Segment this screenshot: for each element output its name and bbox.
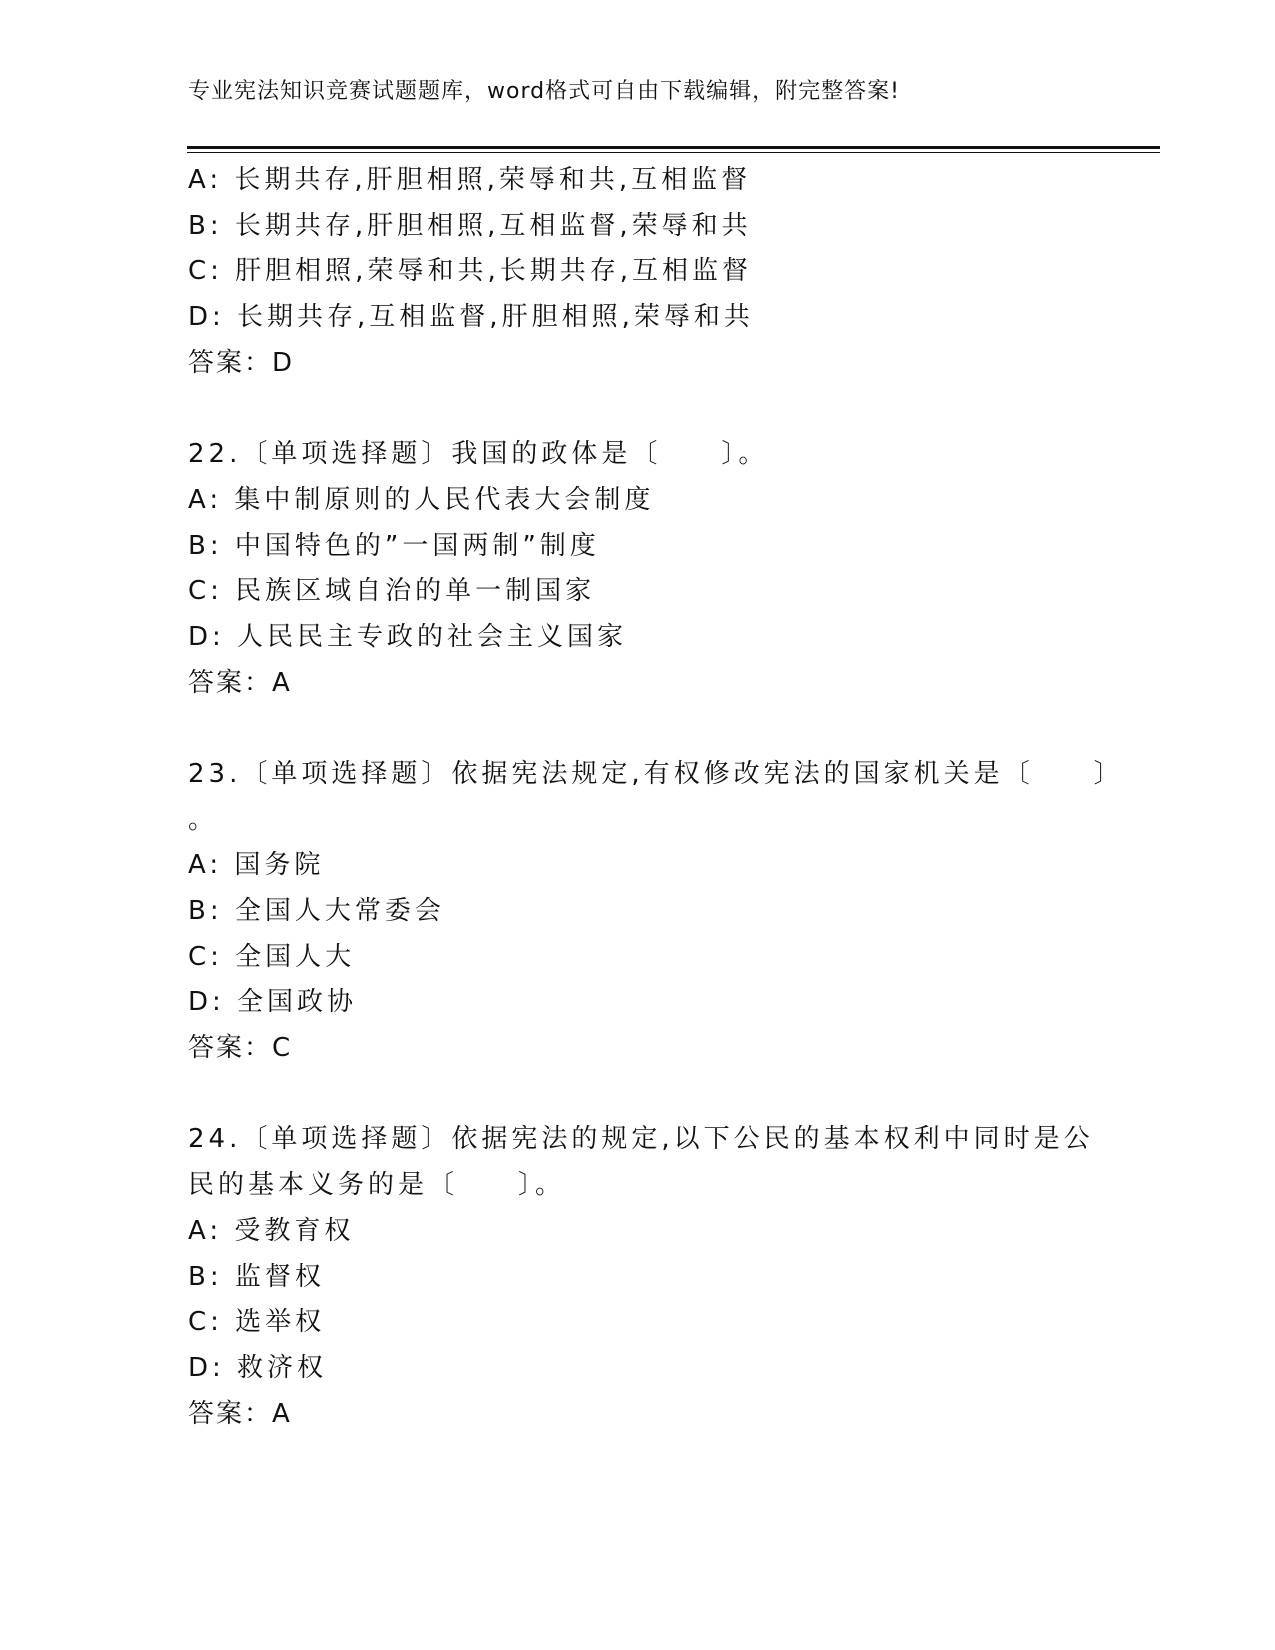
- header-rule-thin: [187, 152, 1160, 153]
- option-a: A: 受教育权: [188, 1215, 355, 1246]
- option-b: B: 监督权: [188, 1261, 325, 1292]
- option-c: C: 民族区域自治的单一制国家: [188, 576, 596, 607]
- answer: 答案：D: [188, 347, 295, 378]
- header-rule-thick: [187, 146, 1160, 149]
- option-a: A: 长期共存,肝胆相照,荣辱和共,互相监督: [188, 165, 752, 195]
- option-d: D: 救济权: [188, 1352, 328, 1383]
- question-stem: 24.〔单项选择题〕依据宪法的规定,以下公民的基本权利中同时是公: [188, 1124, 1094, 1155]
- option-c: C: 肝胆相照,荣辱和共,长期共存,互相监督: [188, 256, 752, 287]
- answer: 答案：A: [188, 1398, 292, 1429]
- option-d: D: 长期共存,互相监督,肝胆相照,荣辱和共: [188, 302, 754, 333]
- question-22: [188, 432, 1088, 706]
- question-stem: 22.〔单项选择题〕我国的政体是〔 〕。: [188, 439, 769, 470]
- option-a: A: 国务院: [188, 850, 325, 881]
- option-c: C: 选举权: [188, 1307, 326, 1338]
- question-24: [188, 1117, 1094, 1437]
- option-b: B: 中国特色的”一国两制”制度: [188, 530, 600, 561]
- question-stem: 23.〔单项选择题〕依据宪法规定,有权修改宪法的国家机关是〔 〕: [188, 758, 1124, 789]
- question-list: [188, 158, 1124, 1437]
- question-23: [188, 752, 1124, 1072]
- option-c: C: 全国人大: [188, 941, 356, 972]
- answer: 答案：C: [188, 1033, 293, 1064]
- spacer: [188, 386, 1088, 432]
- question-21: [188, 158, 1088, 386]
- question-stem-continued: 。: [188, 804, 219, 835]
- spacer: [188, 706, 1088, 752]
- option-b: B: 全国人大常委会: [188, 896, 445, 926]
- spacer: [188, 1072, 1088, 1118]
- option-d: D: 全国政协: [188, 987, 358, 1018]
- option-b: B: 长期共存,肝胆相照,互相监督,荣辱和共: [188, 210, 752, 241]
- question-stem-continued: 民的基本义务的是〔 〕。: [188, 1170, 566, 1201]
- page-header: 专业宪法知识竞赛试题题库，word格式可自由下载编辑，附完整答案!: [188, 79, 900, 104]
- answer: 答案：A: [188, 667, 292, 698]
- option-a: A: 集中制原则的人民代表大会制度: [188, 484, 655, 515]
- option-d: D: 人民民主专政的社会主义国家: [188, 621, 628, 652]
